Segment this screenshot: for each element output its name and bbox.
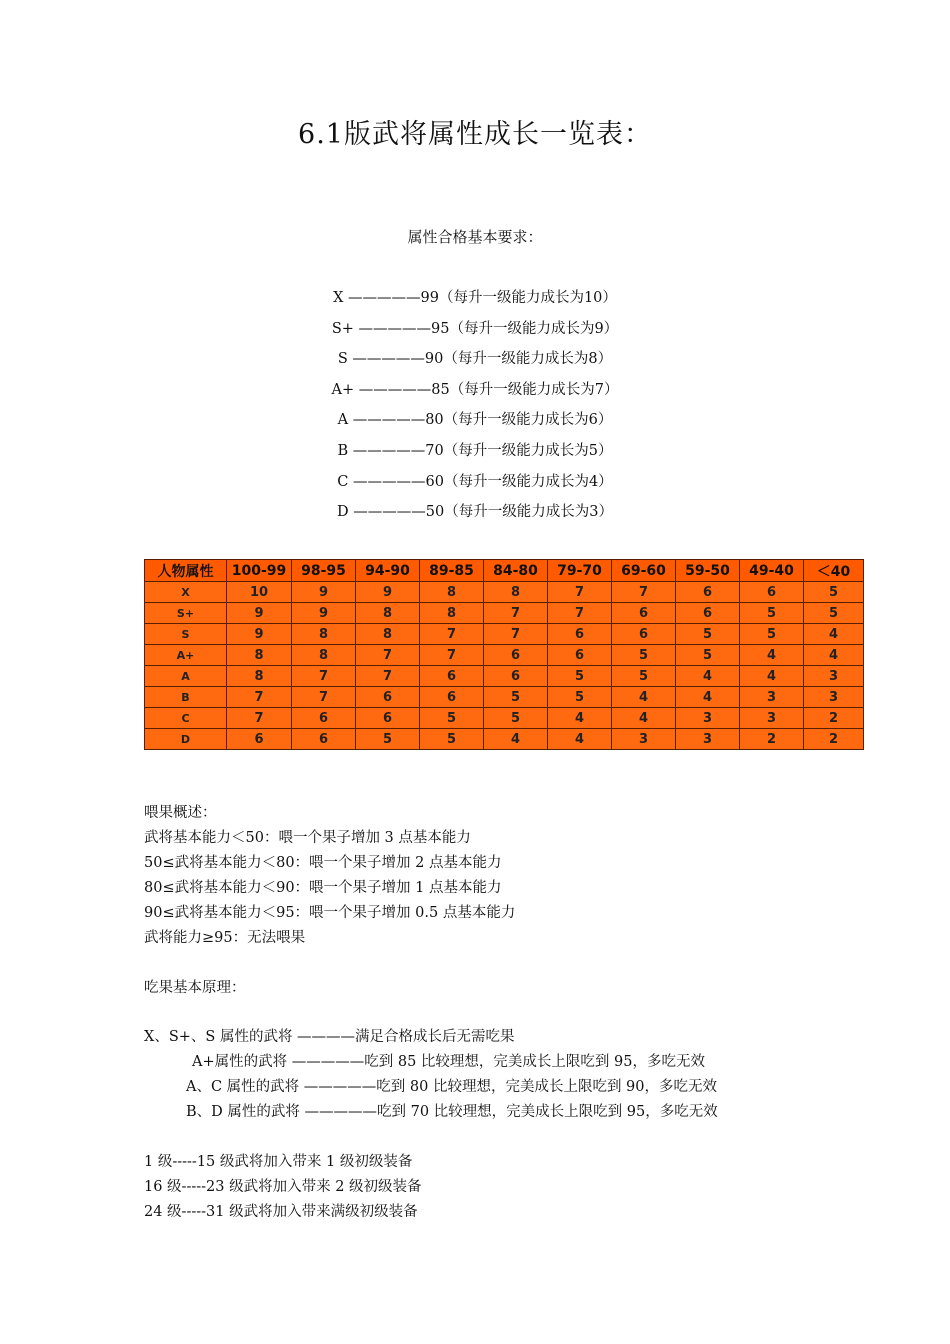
requirement-line: A —————80（每升一级能力成长为6） [337, 412, 613, 429]
table-cell-value: 6 [548, 624, 612, 645]
table-cell-value: 9 [292, 603, 356, 624]
table-cell-value: 8 [292, 624, 356, 645]
table-cell-value: 4 [804, 624, 864, 645]
table-cell-value: 6 [612, 624, 676, 645]
principle-section [144, 1025, 718, 1125]
table-header-range: 49-40 [740, 560, 804, 582]
principle-heading [144, 976, 246, 1001]
table-cell-value: 8 [227, 645, 292, 666]
table-cell-value: 8 [292, 645, 356, 666]
table-cell-value: 5 [548, 687, 612, 708]
table-cell-value: 5 [548, 666, 612, 687]
table-cell-value: 6 [676, 582, 740, 603]
table-cell-value: 5 [356, 729, 420, 750]
principle-line: X、S+、S 属性的武将 ————满足合格成长后无需吃果 [144, 1029, 515, 1045]
table-cell-value: 4 [548, 708, 612, 729]
requirements-heading: 属性合格基本要求： [407, 228, 543, 246]
table-cell-value: 7 [356, 666, 420, 687]
table-cell-value: 3 [612, 729, 676, 750]
table-row [145, 666, 864, 687]
table-cell-grade: S [145, 624, 227, 645]
table-cell-value: 3 [676, 708, 740, 729]
equipment-section [144, 1150, 422, 1225]
table-cell-value: 7 [227, 687, 292, 708]
table-cell-value: 8 [356, 603, 420, 624]
table-cell-value: 6 [676, 603, 740, 624]
table-cell-value: 7 [612, 582, 676, 603]
table-cell-value: 2 [740, 729, 804, 750]
table-row [145, 603, 864, 624]
table-cell-grade: X [145, 582, 227, 603]
table-cell-value: 4 [676, 687, 740, 708]
equipment-line: 1 级-----15 级武将加入带来 1 级初级装备 [144, 1154, 413, 1170]
growth-table-body [145, 582, 864, 750]
principle-line: A+属性的武将 —————吃到 85 比较理想，完美成长上限吃到 95，多吃无效 [192, 1054, 705, 1070]
table-cell-value: 7 [420, 645, 484, 666]
feeding-line: 50≤武将基本能力＜80：喂一个果子增加 2 点基本能力 [144, 855, 502, 871]
table-cell-value: 6 [292, 708, 356, 729]
table-cell-value: 6 [292, 729, 356, 750]
table-header-range: 89-85 [420, 560, 484, 582]
table-cell-value: 5 [740, 624, 804, 645]
table-row [145, 687, 864, 708]
requirement-line: D —————50（每升一级能力成长为3） [337, 504, 613, 521]
table-cell-grade: B [145, 687, 227, 708]
requirement-line: S+ —————95（每升一级能力成长为9） [331, 320, 619, 337]
feeding-heading: 喂果概述： [144, 805, 217, 821]
table-cell-value: 5 [612, 666, 676, 687]
table-cell-value: 4 [484, 729, 548, 750]
table-cell-value: 7 [227, 708, 292, 729]
table-cell-grade: D [145, 729, 227, 750]
table-cell-value: 4 [548, 729, 612, 750]
requirement-line: A+ —————85（每升一级能力成长为7） [331, 381, 619, 398]
table-cell-value: 4 [612, 687, 676, 708]
table-row [145, 624, 864, 645]
table-cell-grade: C [145, 708, 227, 729]
table-cell-value: 9 [292, 582, 356, 603]
table-header-range: ＜40 [804, 560, 864, 582]
table-cell-value: 3 [676, 729, 740, 750]
table-cell-value: 9 [227, 603, 292, 624]
table-cell-value: 6 [420, 687, 484, 708]
table-header-range: 98-95 [292, 560, 356, 582]
table-cell-grade: S+ [145, 603, 227, 624]
table-cell-value: 2 [804, 729, 864, 750]
table-cell-value: 6 [548, 645, 612, 666]
feeding-line: 武将能力≥95：无法喂果 [144, 930, 306, 946]
table-header-range: 59-50 [676, 560, 740, 582]
table-header-range: 100-99 [227, 560, 292, 582]
table-cell-value: 3 [804, 666, 864, 687]
table-cell-grade: A [145, 666, 227, 687]
feeding-section [144, 801, 515, 951]
table-cell-value: 6 [612, 603, 676, 624]
equipment-line: 24 级-----31 级武将加入带来满级初级装备 [144, 1204, 418, 1220]
page-title: 6.1版武将属性成长一览表： [298, 119, 652, 150]
growth-table [144, 559, 864, 750]
table-row [145, 645, 864, 666]
requirement-line: C —————60（每升一级能力成长为4） [337, 473, 613, 490]
table-cell-value: 10 [227, 582, 292, 603]
table-cell-value: 4 [740, 666, 804, 687]
requirement-line: B —————70（每升一级能力成长为5） [337, 442, 613, 459]
table-cell-value: 5 [420, 729, 484, 750]
table-cell-value: 7 [292, 666, 356, 687]
table-header-range: 94-90 [356, 560, 420, 582]
table-cell-value: 4 [804, 645, 864, 666]
feeding-line: 武将基本能力＜50：喂一个果子增加 3 点基本能力 [144, 830, 471, 846]
table-cell-value: 3 [804, 687, 864, 708]
table-row [145, 582, 864, 603]
table-cell-value: 6 [227, 729, 292, 750]
table-cell-value: 6 [740, 582, 804, 603]
requirements-list [0, 283, 950, 528]
feeding-line: 80≤武将基本能力＜90：喂一个果子增加 1 点基本能力 [144, 880, 502, 896]
table-cell-value: 5 [612, 645, 676, 666]
requirement-line: X —————99（每升一级能力成长为10） [333, 290, 617, 306]
table-cell-value: 5 [676, 624, 740, 645]
table-cell-value: 2 [804, 708, 864, 729]
principle-line: B、D 属性的武将 —————吃到 70 比较理想，完美成长上限吃到 95，多吃无效 [186, 1104, 718, 1120]
table-cell-value: 7 [484, 603, 548, 624]
table-cell-value: 6 [484, 645, 548, 666]
table-cell-value: 3 [740, 687, 804, 708]
table-cell-value: 5 [740, 603, 804, 624]
table-cell-value: 5 [484, 687, 548, 708]
table-cell-value: 5 [804, 582, 864, 603]
table-header-range: 69-60 [612, 560, 676, 582]
table-header-attribute: 人物属性 [145, 560, 227, 582]
table-cell-value: 7 [548, 603, 612, 624]
table-cell-value: 6 [356, 708, 420, 729]
table-cell-value: 8 [484, 582, 548, 603]
table-header-range: 84-80 [484, 560, 548, 582]
table-cell-value: 6 [356, 687, 420, 708]
table-cell-grade: A+ [145, 645, 227, 666]
equipment-line: 16 级-----23 级武将加入带来 2 级初级装备 [144, 1179, 422, 1195]
table-cell-value: 4 [676, 666, 740, 687]
table-cell-value: 5 [484, 708, 548, 729]
feeding-line: 90≤武将基本能力＜95：喂一个果子增加 0.5 点基本能力 [144, 905, 516, 921]
table-cell-value: 4 [740, 645, 804, 666]
table-cell-value: 9 [227, 624, 292, 645]
table-cell-value: 7 [548, 582, 612, 603]
table-cell-value: 5 [676, 645, 740, 666]
table-cell-value: 6 [420, 666, 484, 687]
table-row [145, 708, 864, 729]
principle-line: A、C 属性的武将 —————吃到 80 比较理想，完美成长上限吃到 90，多吃无效 [186, 1079, 718, 1095]
table-cell-value: 7 [484, 624, 548, 645]
table-cell-value: 8 [356, 624, 420, 645]
table-cell-value: 9 [356, 582, 420, 603]
principle-heading-text: 吃果基本原理： [144, 980, 246, 996]
table-cell-value: 7 [292, 687, 356, 708]
table-header-range: 79-70 [548, 560, 612, 582]
table-cell-value: 6 [484, 666, 548, 687]
table-cell-value: 8 [227, 666, 292, 687]
table-cell-value: 4 [612, 708, 676, 729]
table-cell-value: 5 [804, 603, 864, 624]
table-cell-value: 8 [420, 582, 484, 603]
table-cell-value: 7 [356, 645, 420, 666]
requirement-line: S —————90（每升一级能力成长为8） [337, 351, 613, 368]
table-row [145, 729, 864, 750]
table-cell-value: 7 [420, 624, 484, 645]
table-cell-value: 3 [740, 708, 804, 729]
growth-table-header [145, 560, 864, 582]
table-cell-value: 8 [420, 603, 484, 624]
table-cell-value: 5 [420, 708, 484, 729]
